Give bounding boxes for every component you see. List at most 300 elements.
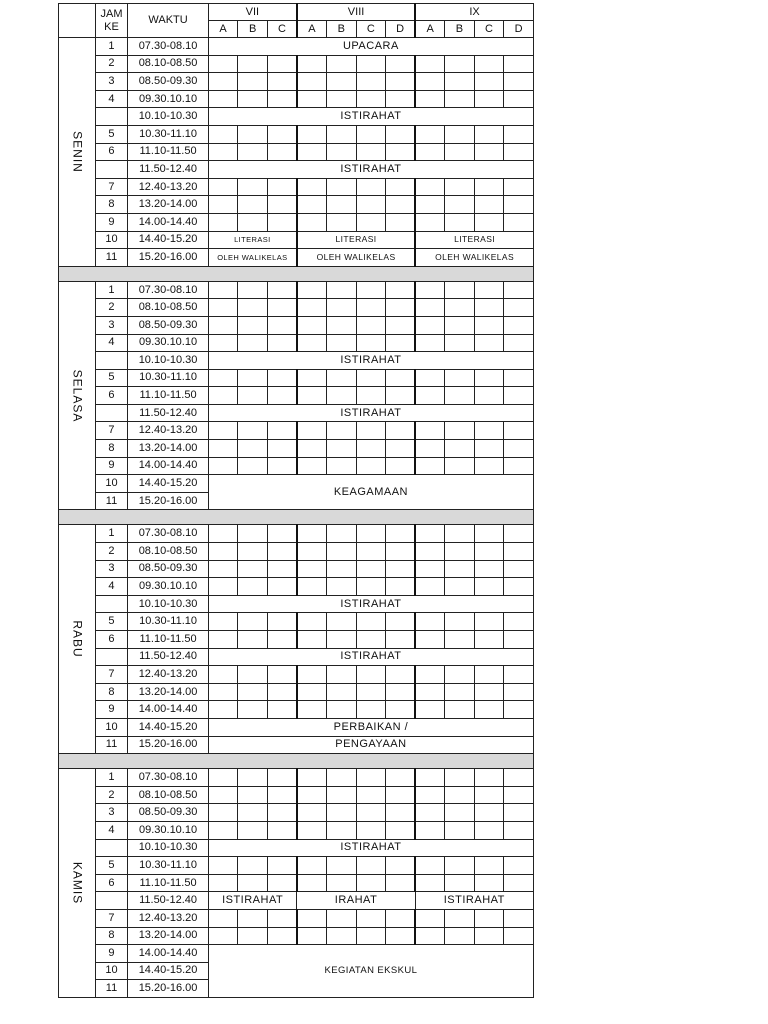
class-slot (267, 769, 297, 787)
class-slot (415, 543, 445, 561)
class-slot (267, 786, 297, 804)
class-slot (238, 631, 268, 649)
time-range: 09.30.10.10 (128, 90, 209, 108)
class-slot (267, 334, 297, 352)
class-slot (238, 73, 268, 91)
class-slot (356, 874, 386, 892)
jam-number: 5 (95, 613, 128, 631)
class-slot (327, 613, 357, 631)
class-slot (386, 613, 416, 631)
schedule-row (59, 231, 534, 249)
class-slot (297, 804, 327, 822)
time-range: 11.10-11.50 (128, 631, 209, 649)
schedule-row (59, 440, 534, 458)
class-slot (504, 666, 534, 684)
class-slot (238, 666, 268, 684)
class-slot (386, 543, 416, 561)
class-slot (267, 281, 297, 299)
class-slot (474, 422, 504, 440)
time-range: 14.00-14.40 (128, 701, 209, 719)
class-slot (445, 769, 475, 787)
header-grade: VII (208, 4, 297, 21)
jam-number: 11 (95, 736, 128, 754)
literasi-cell: LITERASI (297, 231, 415, 249)
jam-number: 5 (95, 369, 128, 387)
class-slot (267, 387, 297, 405)
class-slot (415, 909, 445, 927)
time-range: 07.30-08.10 (128, 769, 209, 787)
class-slot (238, 804, 268, 822)
class-slot (445, 143, 475, 161)
class-slot (415, 578, 445, 596)
class-slot (386, 769, 416, 787)
class-slot (267, 578, 297, 596)
class-slot (386, 73, 416, 91)
class-slot (327, 178, 357, 196)
class-slot (238, 786, 268, 804)
day-separator (59, 754, 534, 769)
class-slot (238, 683, 268, 701)
class-slot (445, 613, 475, 631)
class-slot (386, 178, 416, 196)
schedule-row (59, 108, 534, 126)
class-slot (445, 73, 475, 91)
time-range: 12.40-13.20 (128, 909, 209, 927)
jam-number: 8 (95, 196, 128, 214)
class-slot (504, 631, 534, 649)
class-slot (474, 701, 504, 719)
jam-number: 3 (95, 316, 128, 334)
class-slot (504, 560, 534, 578)
class-slot (208, 631, 238, 649)
class-slot (327, 55, 357, 73)
class-slot (504, 316, 534, 334)
period-label: ISTIRAHAT (208, 161, 533, 179)
class-slot (474, 440, 504, 458)
class-slot (474, 299, 504, 317)
schedule-row (59, 404, 534, 422)
class-slot (474, 874, 504, 892)
header-section: A (208, 21, 238, 38)
class-slot (208, 666, 238, 684)
class-slot (415, 387, 445, 405)
schedule-row (59, 613, 534, 631)
class-slot (267, 525, 297, 543)
schedule-row (59, 55, 534, 73)
jam-number: 9 (95, 945, 128, 963)
jam-number (95, 352, 128, 370)
class-slot (327, 143, 357, 161)
class-slot (386, 874, 416, 892)
class-slot (267, 73, 297, 91)
class-slot (297, 613, 327, 631)
class-slot (238, 909, 268, 927)
class-slot (474, 90, 504, 108)
class-slot (356, 769, 386, 787)
class-slot (474, 387, 504, 405)
class-slot (238, 299, 268, 317)
jam-number: 10 (95, 718, 128, 736)
class-slot (445, 683, 475, 701)
class-slot (356, 90, 386, 108)
class-slot (267, 178, 297, 196)
class-slot (208, 525, 238, 543)
schedule-row (59, 38, 534, 56)
time-range: 07.30-08.10 (128, 281, 209, 299)
class-slot (504, 543, 534, 561)
class-slot (267, 299, 297, 317)
schedule-row (59, 475, 534, 493)
class-slot (267, 369, 297, 387)
schedule-row (59, 874, 534, 892)
schedule-row (59, 701, 534, 719)
schedule-row (59, 560, 534, 578)
class-slot (415, 786, 445, 804)
class-slot (386, 683, 416, 701)
class-slot (386, 786, 416, 804)
class-slot (238, 857, 268, 875)
day-label-cell (59, 38, 96, 267)
jam-number (95, 648, 128, 666)
class-slot (474, 560, 504, 578)
class-slot (297, 125, 327, 143)
class-slot (238, 143, 268, 161)
class-slot (504, 299, 534, 317)
header-section: B (238, 21, 268, 38)
class-slot (445, 874, 475, 892)
time-range: 15.20-16.00 (128, 492, 209, 510)
time-range: 10.10-10.30 (128, 839, 209, 857)
class-slot (208, 909, 238, 927)
class-slot (238, 874, 268, 892)
class-slot (267, 804, 297, 822)
day-name: RABU (70, 620, 85, 658)
class-slot (327, 560, 357, 578)
period-label: ISTIRAHAT (208, 839, 533, 857)
class-slot (297, 316, 327, 334)
class-slot (208, 613, 238, 631)
class-slot (415, 334, 445, 352)
class-slot (238, 178, 268, 196)
class-slot (415, 874, 445, 892)
schedule-row (59, 821, 534, 839)
jam-number: 7 (95, 422, 128, 440)
class-slot (504, 125, 534, 143)
class-slot (445, 804, 475, 822)
class-slot (386, 457, 416, 475)
class-slot (386, 196, 416, 214)
separator-bar (59, 266, 534, 281)
literasi-cell: LITERASI (208, 231, 297, 249)
time-range: 12.40-13.20 (128, 422, 209, 440)
jam-number: 5 (95, 857, 128, 875)
class-slot (297, 909, 327, 927)
class-slot (356, 334, 386, 352)
class-slot (297, 178, 327, 196)
schedule-row (59, 718, 534, 736)
jam-number: 2 (95, 786, 128, 804)
schedule-row (59, 804, 534, 822)
class-slot (208, 422, 238, 440)
class-slot (356, 543, 386, 561)
time-range: 15.20-16.00 (128, 249, 209, 267)
class-slot (356, 701, 386, 719)
class-slot (474, 666, 504, 684)
time-range: 09.30.10.10 (128, 578, 209, 596)
class-slot (327, 196, 357, 214)
class-slot (356, 786, 386, 804)
class-slot (356, 422, 386, 440)
class-slot (415, 613, 445, 631)
class-slot (267, 55, 297, 73)
class-slot (327, 213, 357, 231)
class-slot (415, 804, 445, 822)
period-label: ISTIRAHAT (208, 404, 533, 422)
class-slot (356, 73, 386, 91)
jam-number: 6 (95, 143, 128, 161)
jam-number: 1 (95, 281, 128, 299)
class-slot (208, 73, 238, 91)
schedule-row (59, 178, 534, 196)
schedule-row (59, 422, 534, 440)
class-slot (504, 857, 534, 875)
class-slot (474, 213, 504, 231)
class-slot (474, 525, 504, 543)
class-slot (445, 422, 475, 440)
class-slot (504, 73, 534, 91)
class-slot (445, 55, 475, 73)
class-slot (297, 560, 327, 578)
class-slot (445, 387, 475, 405)
class-slot (208, 821, 238, 839)
class-slot (356, 369, 386, 387)
class-slot (327, 578, 357, 596)
period-label: ISTIRAHAT (208, 108, 533, 126)
class-slot (415, 316, 445, 334)
class-slot (238, 213, 268, 231)
class-slot (415, 525, 445, 543)
period-label: ISTIRAHAT (415, 892, 533, 910)
schedule-row (59, 90, 534, 108)
class-slot (474, 196, 504, 214)
class-slot (238, 387, 268, 405)
class-slot (386, 90, 416, 108)
class-slot (386, 560, 416, 578)
time-range: 09.30.10.10 (128, 821, 209, 839)
class-slot (297, 683, 327, 701)
time-range: 10.30-11.10 (128, 857, 209, 875)
header-section: C (356, 21, 386, 38)
class-slot (297, 196, 327, 214)
class-slot (504, 440, 534, 458)
class-slot (445, 786, 475, 804)
literasi-cell: OLEH WALIKELAS (208, 249, 297, 267)
class-slot (386, 701, 416, 719)
time-range: 08.50-09.30 (128, 316, 209, 334)
day-name: SELASA (70, 369, 85, 422)
class-slot (208, 299, 238, 317)
time-range: 14.40-15.20 (128, 231, 209, 249)
class-slot (504, 213, 534, 231)
jam-number: 9 (95, 457, 128, 475)
time-range: 08.10-08.50 (128, 299, 209, 317)
class-slot (386, 369, 416, 387)
day-name: KAMIS (70, 861, 85, 905)
class-slot (297, 701, 327, 719)
jam-number (95, 595, 128, 613)
class-slot (386, 857, 416, 875)
jam-number: 6 (95, 387, 128, 405)
schedule-row (59, 143, 534, 161)
header-section: D (504, 21, 534, 38)
class-slot (297, 631, 327, 649)
class-slot (238, 125, 268, 143)
schedule-row (59, 786, 534, 804)
class-slot (208, 543, 238, 561)
class-slot (415, 281, 445, 299)
jam-number: 1 (95, 38, 128, 56)
class-slot (356, 281, 386, 299)
time-range: 10.10-10.30 (128, 108, 209, 126)
class-slot (297, 55, 327, 73)
class-slot (238, 578, 268, 596)
jam-number: 9 (95, 213, 128, 231)
class-slot (297, 213, 327, 231)
class-slot (504, 196, 534, 214)
schedule-row (59, 595, 534, 613)
class-slot (267, 196, 297, 214)
class-slot (415, 927, 445, 945)
class-slot (356, 927, 386, 945)
class-slot (208, 334, 238, 352)
jam-number: 10 (95, 475, 128, 493)
class-slot (504, 369, 534, 387)
class-slot (267, 457, 297, 475)
class-slot (504, 874, 534, 892)
jam-number: 7 (95, 666, 128, 684)
jam-number: 4 (95, 334, 128, 352)
jam-number: 11 (95, 980, 128, 998)
class-slot (504, 387, 534, 405)
class-slot (327, 701, 357, 719)
class-slot (238, 422, 268, 440)
class-slot (267, 821, 297, 839)
class-slot (445, 125, 475, 143)
class-slot (238, 369, 268, 387)
class-slot (208, 683, 238, 701)
class-slot (327, 369, 357, 387)
class-slot (327, 422, 357, 440)
class-slot (297, 73, 327, 91)
class-slot (445, 178, 475, 196)
class-slot (386, 525, 416, 543)
class-slot (297, 874, 327, 892)
schedule-row (59, 945, 534, 963)
class-slot (238, 701, 268, 719)
class-slot (356, 909, 386, 927)
header-grade: IX (415, 4, 533, 21)
time-range: 07.30-08.10 (128, 38, 209, 56)
class-slot (238, 334, 268, 352)
class-slot (386, 55, 416, 73)
class-slot (238, 821, 268, 839)
jam-number: 6 (95, 631, 128, 649)
day-separator (59, 266, 534, 281)
day-label-cell (59, 769, 96, 998)
class-slot (208, 178, 238, 196)
schedule-row (59, 892, 534, 910)
class-slot (297, 387, 327, 405)
class-slot (356, 125, 386, 143)
time-range: 14.00-14.40 (128, 457, 209, 475)
time-range: 11.50-12.40 (128, 648, 209, 666)
class-slot (415, 666, 445, 684)
jam-number: 3 (95, 73, 128, 91)
class-slot (327, 525, 357, 543)
schedule-row (59, 334, 534, 352)
class-slot (415, 55, 445, 73)
class-slot (297, 769, 327, 787)
period-label: ISTIRAHAT (208, 892, 297, 910)
class-slot (415, 299, 445, 317)
literasi-cell: LITERASI (415, 231, 533, 249)
class-slot (415, 73, 445, 91)
class-slot (445, 821, 475, 839)
schedule-row (59, 683, 534, 701)
class-slot (504, 769, 534, 787)
time-range: 12.40-13.20 (128, 666, 209, 684)
time-range: 14.40-15.20 (128, 718, 209, 736)
class-slot (327, 73, 357, 91)
jam-number: 7 (95, 909, 128, 927)
jam-number: 6 (95, 874, 128, 892)
class-slot (386, 631, 416, 649)
jam-number: 9 (95, 701, 128, 719)
class-slot (267, 631, 297, 649)
class-slot (415, 196, 445, 214)
class-slot (208, 369, 238, 387)
class-slot (327, 125, 357, 143)
schedule-row (59, 316, 534, 334)
class-slot (445, 525, 475, 543)
class-slot (238, 543, 268, 561)
class-slot (504, 804, 534, 822)
jam-number: 4 (95, 578, 128, 596)
header-section: B (445, 21, 475, 38)
time-range: 14.40-15.20 (128, 475, 209, 493)
class-slot (415, 178, 445, 196)
class-slot (386, 578, 416, 596)
time-range: 08.50-09.30 (128, 804, 209, 822)
jam-number: 11 (95, 492, 128, 510)
class-slot (356, 457, 386, 475)
class-slot (504, 525, 534, 543)
time-range: 10.10-10.30 (128, 352, 209, 370)
jam-number: 3 (95, 804, 128, 822)
jam-number: 2 (95, 55, 128, 73)
class-slot (504, 178, 534, 196)
header-grade: VIII (297, 4, 415, 21)
class-slot (238, 927, 268, 945)
time-range: 11.50-12.40 (128, 404, 209, 422)
class-slot (356, 55, 386, 73)
jam-number: 7 (95, 178, 128, 196)
time-range: 08.10-08.50 (128, 55, 209, 73)
time-range: 08.50-09.30 (128, 73, 209, 91)
class-slot (445, 90, 475, 108)
class-slot (327, 683, 357, 701)
class-slot (238, 560, 268, 578)
